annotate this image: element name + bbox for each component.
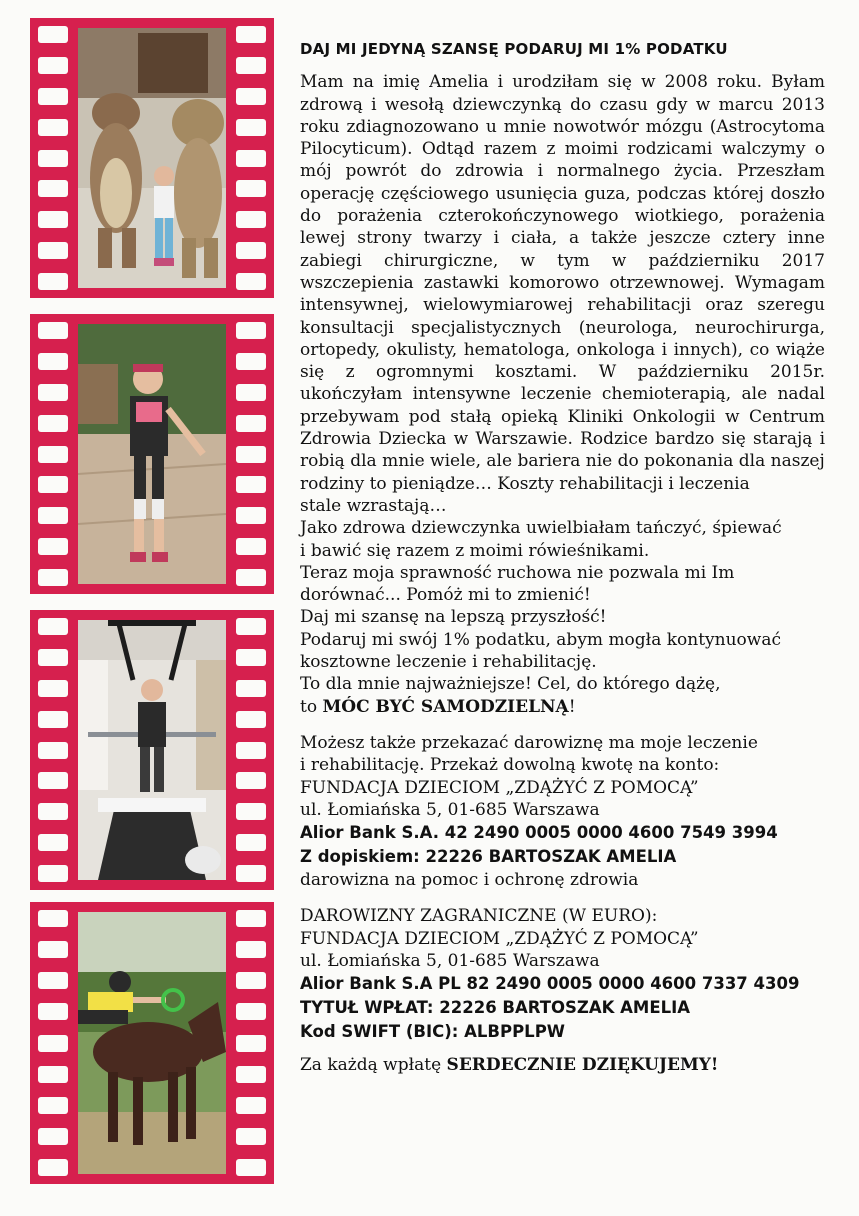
story-line: Daj mi szansę na lepszą przyszłość! bbox=[300, 607, 607, 628]
appeal-text bbox=[300, 38, 825, 1077]
foreign-foundation-name: FUNDACJA DZIECIOM „ZDĄŻYĆ Z POMOCĄ” bbox=[300, 928, 699, 949]
photo-rehabilitation-treadmill bbox=[78, 620, 226, 880]
story-line: Teraz moja sprawność ruchowa nie pozwala mi Im bbox=[300, 562, 735, 583]
swift-code: Kod SWIFT (BIC): ALBPPLPW bbox=[300, 1022, 565, 1042]
photo-girl-with-mascots bbox=[78, 28, 226, 288]
goal-prefix: to bbox=[300, 696, 323, 717]
story-paragraph: Mam na imię Amelia i urodziłam się w 2008 roku. Byłam zdrową i wesołą dziewczynką do czasu gdy w marcu 2013 roku zdiagnozowano u mnie nowotwór mózgu (Astrocytoma Pilocyticum). Odtąd razem z moimi rodzicami walczymy o mój powrót do zdrowia i normalnego życia. Przeszłam operację częściowego usunięcia guza, podczas której doszło do porażenia czterokończynowego wiotkiego, porażenia lewej strony twarzy i ciała, a także jeszcze cztery inne zabiegi chirurgiczne, w tym w październiku 2017 wszczepienia zastawki komorowo otrzewnowej. Wymagam intensywnej, wielowymiarowej rehabilitacji oraz szeregu konsultacji specjalistycznych (neurologa, neurochirurga, ortopedy, okulisty, hematologa, onkologa i innych), co wiąże się z ogromnymi kosztami. W październiku 2015r. ukończyłam intensywne leczenie chemioterapią, ale nadal przebywam pod stałą opieką Kliniki Onkologii w Centrum Zdrowia Dziecka w Warszawie. Rodzice bardzo się starają i robią dla mnie wiele, ale bariera nie do pokonania dla naszej bbox=[300, 72, 825, 472]
foreign-heading: DAROWIZNY ZAGRANICZNE (W EURO): bbox=[300, 906, 658, 927]
film-perforations-right bbox=[236, 322, 266, 586]
film-perforations-left bbox=[38, 26, 68, 290]
transfer-note: Z dopiskiem: 22226 BARTOSZAK AMELIA bbox=[300, 847, 677, 867]
foundation-address: ul. Łomiańska 5, 01-685 Warszawa bbox=[300, 799, 600, 820]
film-strip-4 bbox=[30, 902, 274, 1184]
donation-purpose: darowizna na pomoc i ochronę zdrowia bbox=[300, 870, 639, 891]
foreign-foundation-address: ul. Łomiańska 5, 01-685 Warszawa bbox=[300, 950, 600, 971]
foundation-name: FUNDACJA DZIECIOM „ZDĄŻYĆ Z POMOCĄ” bbox=[300, 777, 699, 798]
thanks-line bbox=[300, 1054, 825, 1076]
film-perforations-right bbox=[236, 910, 266, 1176]
goal-line bbox=[300, 696, 825, 718]
story-line: stale wzrastają… bbox=[300, 495, 447, 516]
donation-intro-1: Możesz także przekazać darowiznę ma moje leczenie bbox=[300, 732, 758, 753]
photo-girl-walking-outdoors bbox=[78, 324, 226, 584]
thanks-emphasis: SERDECZNIE DZIĘKUJEMY! bbox=[446, 1055, 719, 1076]
film-strip-2 bbox=[30, 314, 274, 594]
film-perforations-left bbox=[38, 618, 68, 882]
page-title: DAJ MI JEDYNĄ SZANSĘ PODARUJ MI 1% PODATKU bbox=[300, 40, 728, 58]
goal-suffix: ! bbox=[568, 696, 576, 717]
story-line: Jako zdrowa dziewczynka uwielbiałam tańczyć, śpiewać bbox=[300, 518, 782, 539]
film-perforations-left bbox=[38, 322, 68, 586]
story-line: rodziny to pieniądze… Koszty rehabilitacji i leczenia bbox=[300, 473, 750, 494]
film-perforations-left bbox=[38, 910, 68, 1176]
story-line: dorównać... Pomóż mi to zmienić! bbox=[300, 585, 591, 606]
photo-hippotherapy-horse bbox=[78, 912, 226, 1174]
donation-intro-2: i rehabilitację. Przekaż dowolną kwotę na konto: bbox=[300, 755, 720, 776]
film-perforations-right bbox=[236, 26, 266, 290]
goal-emphasis: MÓC BYĆ SAMODZIELNĄ bbox=[322, 696, 569, 717]
film-perforations-right bbox=[236, 618, 266, 882]
story-line: kosztowne leczenie i rehabilitację. bbox=[300, 652, 597, 673]
story-line: Podaruj mi swój 1% podatku, abym mogła kontynuować bbox=[300, 629, 781, 650]
story-line: i bawić się razem z moimi rówieśnikami. bbox=[300, 540, 650, 561]
film-strip-1 bbox=[30, 18, 274, 298]
film-strip-3 bbox=[30, 610, 274, 890]
transfer-title: TYTUŁ WPŁAT: 22226 BARTOSZAK AMELIA bbox=[300, 998, 691, 1018]
bank-account-eur: Alior Bank S.A PL 82 2490 0005 0000 4600 7337 4309 bbox=[300, 974, 800, 994]
thanks-prefix: Za każdą wpłatę bbox=[300, 1055, 447, 1076]
bank-account-pln: Alior Bank S.A. 42 2490 0005 0000 4600 7549 3994 bbox=[300, 823, 778, 843]
story-line: To dla mnie najważniejsze! Cel, do którego dążę, bbox=[300, 674, 721, 695]
